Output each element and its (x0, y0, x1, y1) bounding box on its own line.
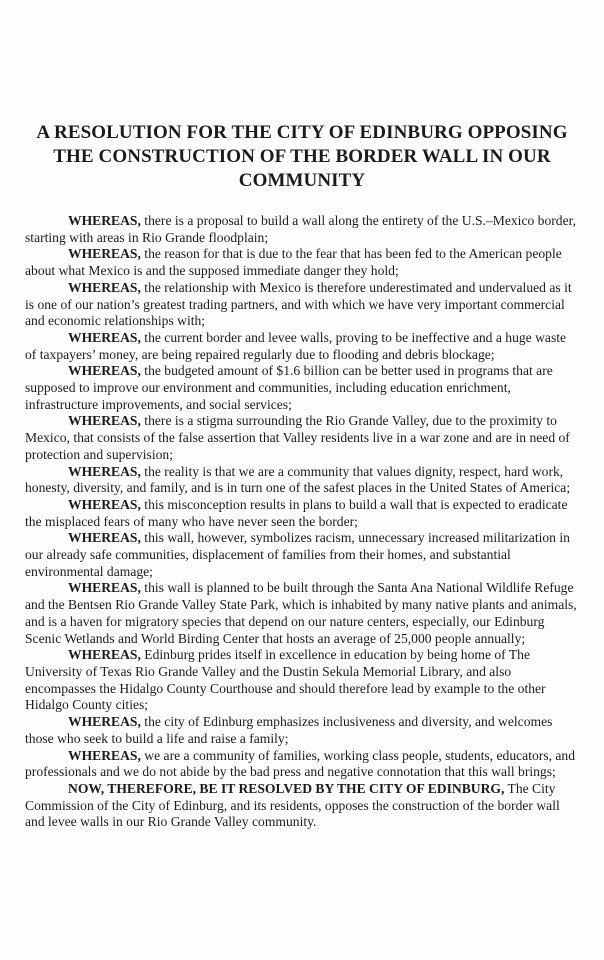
clause-lead: WHEREAS, (68, 279, 141, 295)
clause-text: we are a community of families, working class people, students, educators, and professionals and we do not abide by the bad press and negative connotation that this wall brings; (25, 747, 576, 780)
clause-text: the relationship with Mexico is therefore underestimated and undervalued as it is one of our nation’s greatest trading partners, and with which we have very important commercial and economic relationships with; (25, 279, 572, 329)
resolution-clause (25, 464, 578, 497)
clause-lead: NOW, THEREFORE, BE IT RESOLVED BY THE CITY OF EDINBURG, (68, 780, 505, 796)
clause-text: the reality is that we are a community that values dignity, respect, hard work, honesty, diversity, and family, and is in turn one of the safest places in the United States of America; (25, 463, 571, 496)
resolution-clause (25, 530, 578, 580)
resolution-clause (25, 714, 578, 747)
document-title: A RESOLUTION FOR THE CITY OF EDINBURG OPPOSING THE CONSTRUCTION OF THE BORDER WALL IN OUR COMMUNITY (36, 122, 568, 191)
resolution-clause (25, 748, 578, 781)
clause-text: there is a proposal to build a wall along the entirety of the U.S.–Mexico border, starting with areas in Rio Grande floodplain; (25, 213, 577, 245)
clause-lead: WHEREAS, (68, 747, 141, 763)
clause-text: the current border and levee walls, proving to be ineffective and a huge waste of taxpayers’ money, are being repaired regularly due to flooding and debris blockage; (25, 329, 567, 362)
clause-lead: WHEREAS, (68, 329, 141, 345)
resolution-clause (25, 580, 578, 647)
resolution-clause (25, 246, 578, 279)
clause-lead: WHEREAS, (68, 363, 141, 379)
clause-text: the reason for that is due to the fear that has been fed to the American people about what Mexico is and the supposed immediate danger they hold; (25, 246, 562, 279)
clause-lead: WHEREAS, (68, 647, 141, 663)
clause-text: there is a stigma surrounding the Rio Grande Valley, due to the proximity to Mexico, that consists of the false assertion that Valley residents live in a war zone and are in need of protection and supervision; (25, 413, 570, 462)
clause-lead: WHEREAS, (68, 246, 141, 262)
clause-lead: WHEREAS, (68, 213, 141, 228)
resolution-clause (25, 363, 578, 413)
clause-text: this wall is planned to be built through the Santa Ana National Wildlife Refuge and the Bentsen Rio Grande Valley State Park, which is inhabited by many native plants and animals, and is a haven for migratory species that depend on our nature centers, especially, our Edinburg Scenic Wetlands and World Birding Center that hosts an average of 25,000 people annually; (25, 580, 577, 646)
clauses (0, 193, 604, 831)
clause-text: the budgeted amount of $1.6 billion can be better used in programs that are supposed to improve our environment and communities, including education enrichment, infrastructure improvements, and social services; (25, 363, 553, 412)
clause-text: this wall, however, symbolizes racism, unnecessary increased militarization in our already safe communities, displacement of families from their homes, and substantial environmental damage; (25, 530, 570, 579)
clause-lead: WHEREAS, (68, 580, 141, 596)
clause-lead: WHEREAS, (68, 714, 141, 730)
clause-lead: WHEREAS, (68, 463, 141, 479)
resolution-clause (25, 330, 578, 363)
resolution-clause (25, 497, 578, 530)
resolution-clause (25, 647, 578, 714)
clause-text: this misconception results in plans to build a wall that is expected to eradicate the misplaced fears of many who have never seen the border; (25, 496, 568, 529)
clause-lead: WHEREAS, (68, 413, 141, 429)
resolution-clause (25, 280, 578, 330)
clause-text: The City Commission of the City of Edinburg, and its residents, opposes the construction of the border wall and levee walls in our Rio Grande Valley community. (25, 780, 560, 830)
clause-lead: WHEREAS, (68, 496, 141, 512)
resolution-clause (25, 213, 578, 246)
clause-text: Edinburg prides itself in excellence in education by being home of The University of Texas Rio Grande Valley and the Dustin Sekula Memorial Library, and also encompasses the Hidalgo County Courthouse and should therefore lead by example to the other Hidalgo County cities; (25, 647, 546, 713)
clause-text: the city of Edinburg emphasizes inclusiveness and diversity, and welcomes those who seek to build a life and raise a family; (25, 714, 553, 746)
clause-lead: WHEREAS, (68, 530, 141, 546)
resolution-clause (25, 413, 578, 463)
resolution-clause (25, 781, 578, 831)
